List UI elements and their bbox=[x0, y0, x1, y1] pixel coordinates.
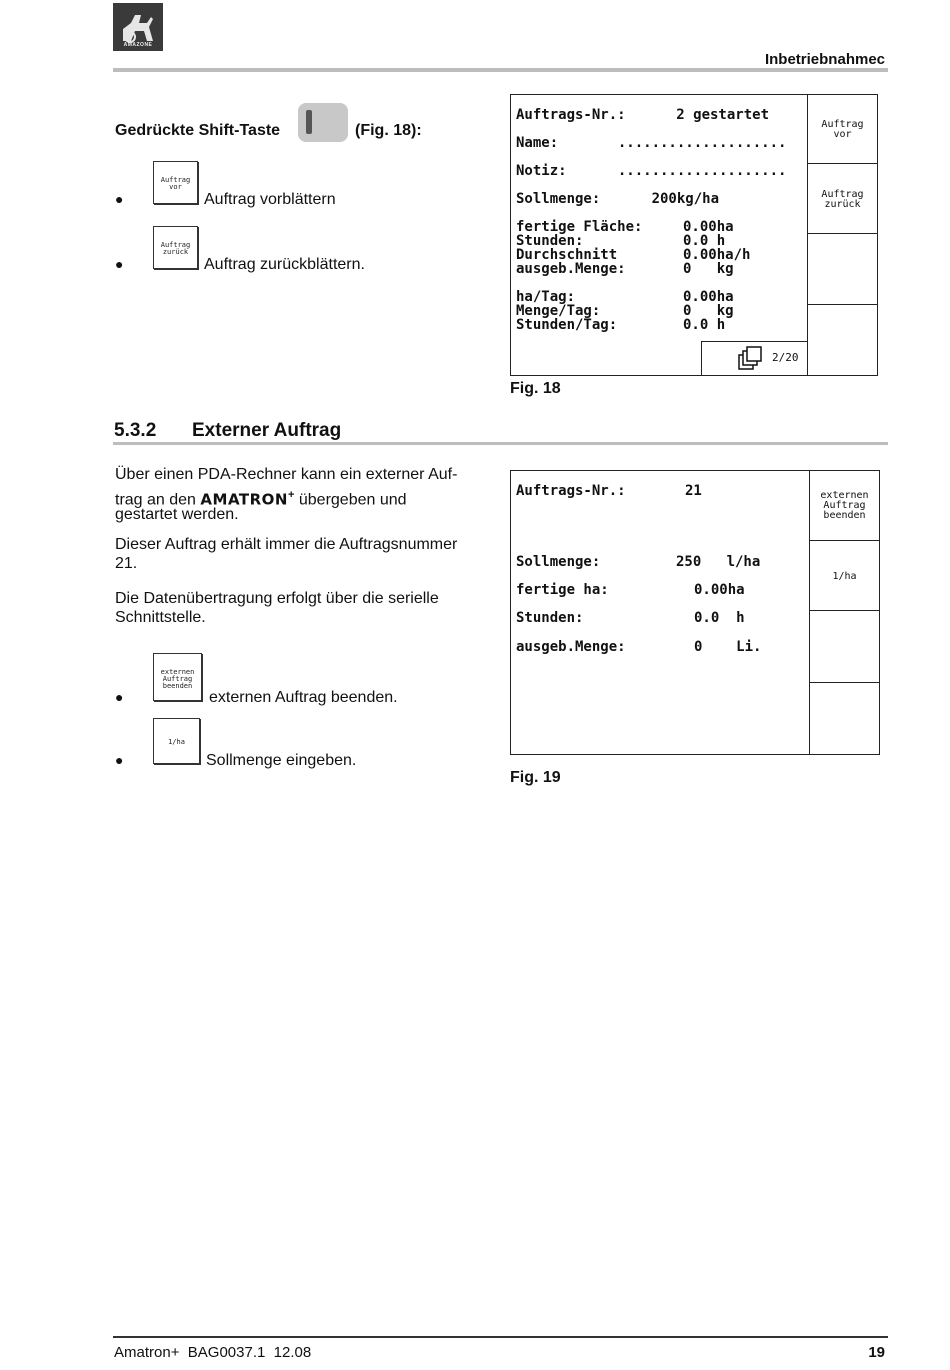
externen-auftrag-beenden-key-icon: externen Auftrag beenden bbox=[153, 653, 202, 701]
fig19-label: ausgeb.Menge: bbox=[516, 639, 626, 655]
fig18-label: Auftrags-Nr.: bbox=[516, 107, 626, 123]
fig18-value: 0.0 h bbox=[683, 233, 726, 249]
fig18-softkey-empty[interactable] bbox=[808, 305, 877, 375]
para2-line1: Dieser Auftrag erhält immer die Auftragsnummer bbox=[115, 536, 458, 553]
page-number: 19 bbox=[868, 1344, 885, 1361]
fig18-label: Name: bbox=[516, 135, 559, 151]
fig19-label: Auftrags-Nr.: bbox=[516, 483, 626, 499]
fig19-label: Sollmenge: bbox=[516, 554, 601, 570]
fig19-value: 250 l/ha bbox=[676, 554, 761, 570]
para1-line3: gestartet werden. bbox=[115, 506, 239, 523]
header-rule bbox=[113, 68, 888, 72]
bullet-icon: ● bbox=[115, 256, 124, 272]
fig18-value: .................... bbox=[601, 135, 787, 151]
fig19-softkey-empty[interactable] bbox=[810, 683, 879, 754]
auftrag-zurueck-key-icon: Auftrag zurück bbox=[153, 226, 198, 269]
fig19-softkey-sollmenge[interactable]: 1/ha bbox=[810, 542, 879, 611]
pages-icon bbox=[738, 346, 764, 372]
fig19-value: 0.00ha bbox=[694, 582, 745, 598]
fig18-value: 0 kg bbox=[683, 303, 734, 319]
para3-line2: Schnittstelle. bbox=[115, 609, 206, 626]
fig19-label: fertige ha: bbox=[516, 582, 609, 598]
fig18-label: Notiz: bbox=[516, 163, 567, 179]
bullet-icon: ● bbox=[115, 191, 124, 207]
fig18-page-indicator: 2/20 bbox=[772, 351, 799, 364]
fig19-softkey-empty[interactable] bbox=[810, 612, 879, 683]
para2-line2: 21. bbox=[115, 555, 138, 572]
fig19-value: 0.0 h bbox=[694, 610, 745, 626]
para1-text: übergeben und bbox=[294, 491, 407, 509]
amatron-brand-sup: + bbox=[287, 489, 295, 501]
fig18-value: 0.0 h bbox=[683, 317, 726, 333]
fig18-label: Menge/Tag: bbox=[516, 303, 601, 319]
bullet-icon: ● bbox=[115, 689, 124, 705]
externen-auftrag-beenden-description: externen Auftrag beenden. bbox=[209, 689, 398, 706]
fig19-caption: Fig. 19 bbox=[510, 769, 561, 786]
fig18-value: 0.00ha bbox=[683, 289, 734, 305]
fig18-label: ausgeb.Menge: bbox=[516, 261, 626, 277]
logo-text: AMAZONE bbox=[123, 42, 153, 48]
amatron-brand: AMATRON bbox=[200, 490, 288, 509]
footer-document-info: Amatron+ BAG0037.1 12.08 bbox=[114, 1344, 312, 1361]
shift-heading-suffix: (Fig. 18): bbox=[355, 122, 422, 139]
fig18-label: Stunden/Tag: bbox=[516, 317, 618, 333]
fig18-caption: Fig. 18 bbox=[510, 380, 561, 397]
fig18-terminal-screen bbox=[510, 94, 878, 376]
fig18-page-box bbox=[701, 341, 807, 375]
section-number: 5.3.2 bbox=[114, 420, 157, 441]
fig18-value: 0 kg bbox=[683, 261, 734, 277]
auftrag-zurueck-description: Auftrag zurückblättern. bbox=[204, 256, 365, 273]
shift-key-icon bbox=[298, 103, 348, 142]
fig19-label: Stunden: bbox=[516, 610, 584, 626]
fig19-terminal-screen bbox=[510, 470, 880, 755]
fig19-softkey-externen-auftrag-beenden[interactable]: externen Auftrag beenden bbox=[810, 471, 879, 541]
para1-text: trag an den bbox=[115, 491, 196, 509]
fig19-softkey-column bbox=[809, 471, 879, 754]
sollmenge-description: Sollmenge eingeben. bbox=[206, 752, 357, 769]
fig18-softkey-auftrag-vor[interactable]: Auftrag vor bbox=[808, 95, 877, 164]
fig18-label: Durchschnitt bbox=[516, 247, 618, 263]
fig18-value: 200kg/ha bbox=[601, 191, 720, 207]
fig18-label: ha/Tag: bbox=[516, 289, 576, 305]
sollmenge-key-icon: 1/ha bbox=[153, 718, 200, 764]
amazone-logo bbox=[113, 3, 163, 51]
fig18-softkey-column bbox=[807, 95, 877, 375]
fig18-label: Stunden: bbox=[516, 233, 584, 249]
auftrag-vor-description: Auftrag vorblättern bbox=[204, 191, 336, 208]
footer-rule bbox=[113, 1336, 888, 1338]
fig18-label: fertige Fläche: bbox=[516, 219, 643, 235]
bullet-icon: ● bbox=[115, 752, 124, 768]
para1-line1: Über einen PDA-Rechner kann ein externer Auf- bbox=[115, 466, 458, 483]
fig18-softkey-auftrag-zurueck[interactable]: Auftrag zurück bbox=[808, 165, 877, 234]
section-title: Externer Auftrag bbox=[192, 420, 342, 441]
section-rule bbox=[113, 442, 888, 445]
fig18-label: Sollmenge: bbox=[516, 191, 601, 207]
shift-heading-prefix: Gedrückte Shift-Taste bbox=[115, 122, 281, 139]
fig18-softkey-empty[interactable] bbox=[808, 235, 877, 305]
fig18-value: .................... bbox=[601, 163, 787, 179]
fig18-value: 0.00ha bbox=[683, 219, 734, 235]
running-header-title: Inbetriebnahmec bbox=[764, 51, 885, 68]
auftrag-vor-key-icon: Auftrag vor bbox=[153, 161, 198, 204]
fig18-value: 0.00ha/h bbox=[683, 247, 751, 263]
fig19-value: 0 Li. bbox=[694, 639, 762, 655]
fig19-value: 21 bbox=[685, 483, 702, 499]
para3-line1: Die Datenübertragung erfolgt über die serielle bbox=[115, 590, 439, 607]
fig18-value: 2 gestartet bbox=[651, 107, 770, 123]
